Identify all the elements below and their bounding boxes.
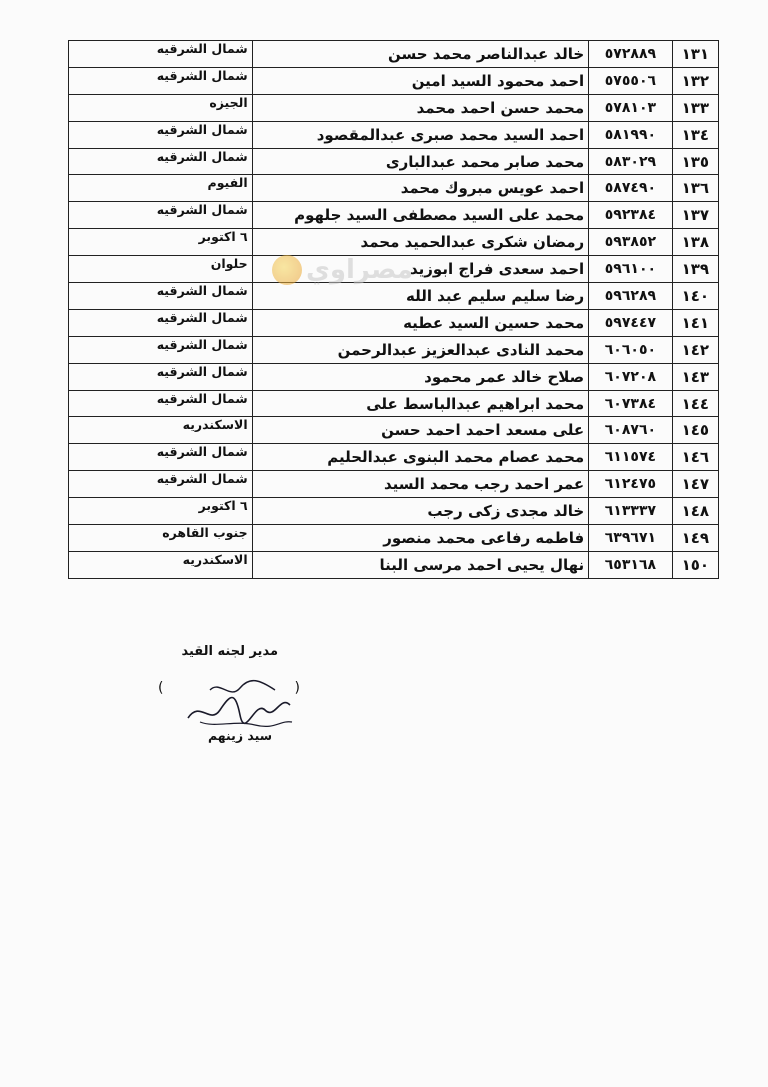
table-row bbox=[69, 229, 719, 256]
row-number: ١٤٧ bbox=[672, 471, 718, 498]
table-row bbox=[69, 283, 719, 310]
student-name: احمد عويس مبروك محمد bbox=[252, 175, 589, 202]
seat-number: ٦١٢٤٧٥ bbox=[589, 471, 672, 498]
row-number: ١٣٤ bbox=[672, 121, 718, 148]
region-name: شمال الشرقيه bbox=[69, 444, 253, 471]
region-name: ٦ اكتوبر bbox=[69, 498, 253, 525]
roster-table bbox=[68, 40, 719, 579]
student-name: صلاح خالد عمر محمود bbox=[252, 363, 589, 390]
row-number: ١٤٢ bbox=[672, 336, 718, 363]
watermark bbox=[272, 255, 413, 285]
row-number: ١٤٠ bbox=[672, 283, 718, 310]
student-name: رضا سليم سليم عبد الله bbox=[252, 283, 589, 310]
row-number: ١٤٣ bbox=[672, 363, 718, 390]
row-number: ١٣٩ bbox=[672, 256, 718, 283]
row-number: ١٣٦ bbox=[672, 175, 718, 202]
table-row bbox=[69, 551, 719, 578]
student-name: محمد ابراهيم عبدالباسط على bbox=[252, 390, 589, 417]
seat-number: ٦١٣٣٣٧ bbox=[589, 498, 672, 525]
seat-number: ٥٧٨١٠٣ bbox=[589, 94, 672, 121]
region-name: شمال الشرقيه bbox=[69, 202, 253, 229]
row-number: ١٤٥ bbox=[672, 417, 718, 444]
region-name: ٦ اكتوبر bbox=[69, 229, 253, 256]
student-name: محمد النادى عبدالعزيز عبدالرحمن bbox=[252, 336, 589, 363]
student-name: عمر احمد رجب محمد السيد bbox=[252, 471, 589, 498]
region-name: شمال الشرقيه bbox=[69, 283, 253, 310]
table-row bbox=[69, 121, 719, 148]
row-number: ١٤١ bbox=[672, 309, 718, 336]
student-name: نهال يحيى احمد مرسى البنا bbox=[252, 551, 589, 578]
row-number: ١٣٧ bbox=[672, 202, 718, 229]
table-row bbox=[69, 309, 719, 336]
region-name: الفيوم bbox=[69, 175, 253, 202]
signature-paren-open: ( bbox=[294, 680, 300, 696]
table-row bbox=[69, 67, 719, 94]
seat-number: ٦٣٩٦٧١ bbox=[589, 525, 672, 552]
region-name: شمال الشرقيه bbox=[69, 363, 253, 390]
student-name: محمد على السيد مصطفى السيد جلهوم bbox=[252, 202, 589, 229]
seat-number: ٥٧٥٥٠٦ bbox=[589, 67, 672, 94]
seat-number: ٦٥٣١٦٨ bbox=[589, 551, 672, 578]
seat-number: ٥٩٧٤٤٧ bbox=[589, 309, 672, 336]
row-number: ١٣٣ bbox=[672, 94, 718, 121]
table-row bbox=[69, 363, 719, 390]
table-row bbox=[69, 390, 719, 417]
row-number: ١٣١ bbox=[672, 41, 718, 68]
region-name: شمال الشرقيه bbox=[69, 121, 253, 148]
table-row bbox=[69, 471, 719, 498]
seat-number: ٦١١٥٧٤ bbox=[589, 444, 672, 471]
region-name: شمال الشرقيه bbox=[69, 148, 253, 175]
row-number: ١٤٨ bbox=[672, 498, 718, 525]
table-row bbox=[69, 336, 719, 363]
student-name: رمضان شكرى عبدالحميد محمد bbox=[252, 229, 589, 256]
table-row bbox=[69, 148, 719, 175]
table-row bbox=[69, 525, 719, 552]
seat-number: ٦٠٨٧٦٠ bbox=[589, 417, 672, 444]
row-number: ١٤٤ bbox=[672, 390, 718, 417]
handwritten-signature bbox=[180, 670, 300, 730]
region-name: الاسكندريه bbox=[69, 551, 253, 578]
signature-title: مدير لجنه القيد bbox=[181, 644, 278, 659]
row-number: ١٣٨ bbox=[672, 229, 718, 256]
row-number: ١٥٠ bbox=[672, 551, 718, 578]
student-name: على مسعد احمد احمد حسن bbox=[252, 417, 589, 444]
row-number: ١٤٦ bbox=[672, 444, 718, 471]
watermark-text: مصراوي bbox=[306, 255, 413, 285]
student-name: خالد مجدى زكى رجب bbox=[252, 498, 589, 525]
roster-body bbox=[69, 41, 719, 579]
seat-number: ٥٩٢٣٨٤ bbox=[589, 202, 672, 229]
region-name: شمال الشرقيه bbox=[69, 471, 253, 498]
region-name: شمال الشرقيه bbox=[69, 336, 253, 363]
region-name: الاسكندريه bbox=[69, 417, 253, 444]
seat-number: ٦٠٧٢٠٨ bbox=[589, 363, 672, 390]
table-row bbox=[69, 175, 719, 202]
signature-name: سيد زينهم bbox=[207, 728, 272, 743]
table-row bbox=[69, 94, 719, 121]
seat-number: ٥٧٢٨٨٩ bbox=[589, 41, 672, 68]
row-number: ١٤٩ bbox=[672, 525, 718, 552]
table-row bbox=[69, 417, 719, 444]
table-row bbox=[69, 444, 719, 471]
table-row bbox=[69, 498, 719, 525]
region-name: شمال الشرقيه bbox=[69, 309, 253, 336]
watermark-logo-icon bbox=[272, 255, 302, 285]
seat-number: ٥٩٣٨٥٢ bbox=[589, 229, 672, 256]
student-name: محمد صابر محمد عبدالبارى bbox=[252, 148, 589, 175]
seat-number: ٥٩٦٢٨٩ bbox=[589, 283, 672, 310]
region-name: شمال الشرقيه bbox=[69, 41, 253, 68]
seat-number: ٦٠٦٠٥٠ bbox=[589, 336, 672, 363]
row-number: ١٣٥ bbox=[672, 148, 718, 175]
table-row bbox=[69, 202, 719, 229]
student-name: محمد حسين السيد عطيه bbox=[252, 309, 589, 336]
region-name: شمال الشرقيه bbox=[69, 390, 253, 417]
row-number: ١٣٢ bbox=[672, 67, 718, 94]
student-name: خالد عبدالناصر محمد حسن bbox=[252, 41, 589, 68]
region-name: جنوب القاهره bbox=[69, 525, 253, 552]
student-name: احمد سعدى فراج ابوزيد bbox=[252, 256, 589, 283]
seat-number: ٥٨٧٤٩٠ bbox=[589, 175, 672, 202]
student-name: محمد حسن احمد محمد bbox=[252, 94, 589, 121]
student-name: احمد محمود السيد امين bbox=[252, 67, 589, 94]
region-name: شمال الشرقيه bbox=[69, 67, 253, 94]
signature-paren-close: ) bbox=[158, 680, 164, 696]
student-name: فاطمه رفاعى محمد منصور bbox=[252, 525, 589, 552]
table-row bbox=[69, 41, 719, 68]
seat-number: ٦٠٧٣٨٤ bbox=[589, 390, 672, 417]
seat-number: ٥٨١٩٩٠ bbox=[589, 121, 672, 148]
student-name: احمد السيد محمد صبرى عبدالمقصود bbox=[252, 121, 589, 148]
seat-number: ٥٨٣٠٢٩ bbox=[589, 148, 672, 175]
seat-number: ٥٩٦١٠٠ bbox=[589, 256, 672, 283]
student-name: محمد عصام محمد البنوى عبدالحليم bbox=[252, 444, 589, 471]
region-name: الجيزه bbox=[69, 94, 253, 121]
signature-block bbox=[150, 640, 330, 770]
region-name: حلوان bbox=[69, 256, 253, 283]
